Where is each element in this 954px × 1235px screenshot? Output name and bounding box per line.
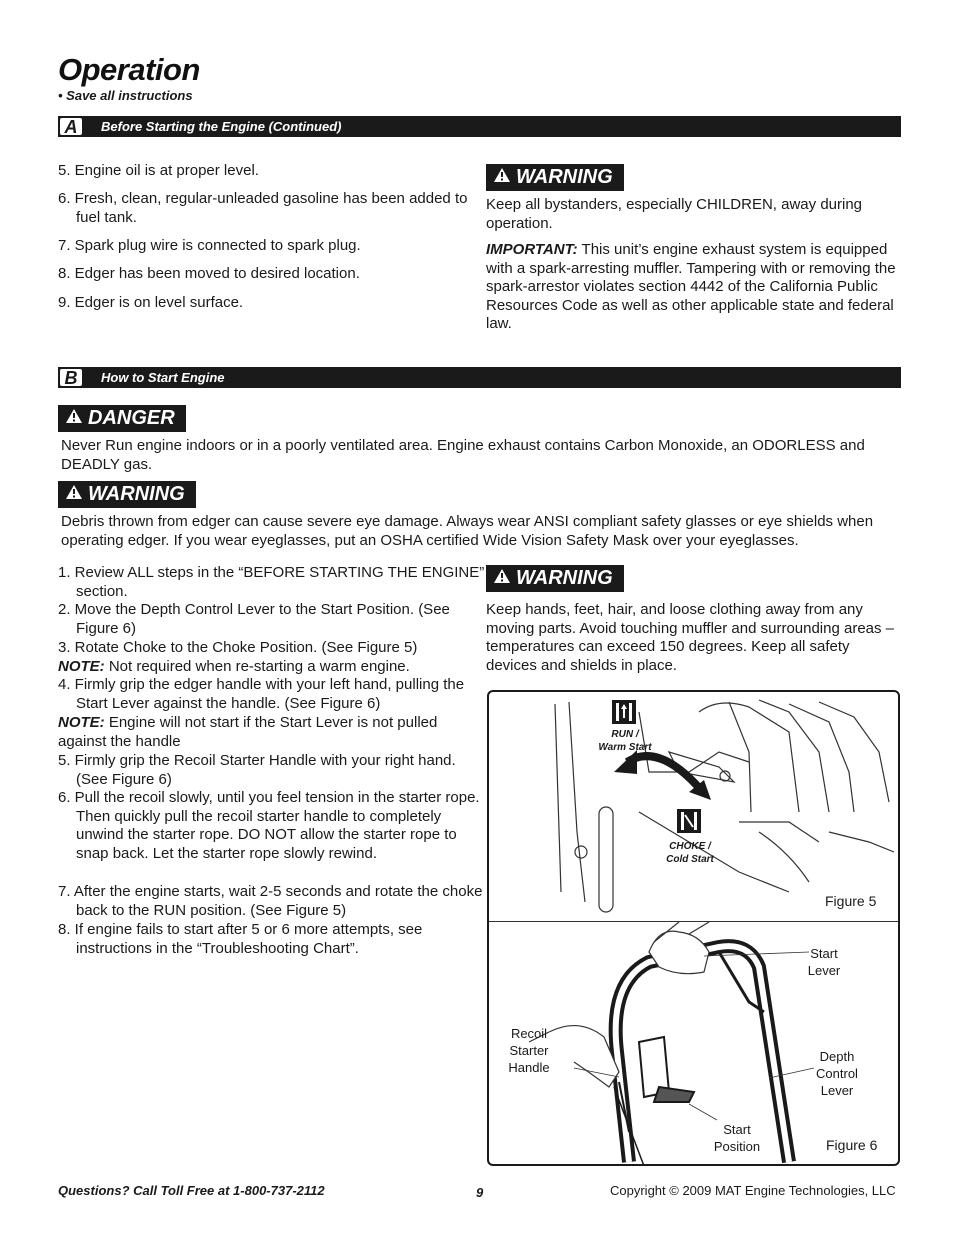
warning-text: Keep hands, feet, hair, and loose clothing away from any moving parts. Avoid touching muffler and surrounding areas – temperatures can exceed 150 degrees. Keep all safety devices and shields in place. — [486, 601, 895, 674]
section-a-label: Before Starting the Engine (Continued) — [101, 119, 342, 134]
note-text: Engine will not start if the Start Lever is not pulled against the handle — [58, 714, 438, 750]
footer-questions: Questions? Call Toll Free at 1-800-737-2112 — [58, 1183, 325, 1198]
rotation-arrow — [627, 756, 701, 790]
important-note — [486, 241, 898, 334]
figures-panel — [487, 690, 900, 1166]
warning-triangle-icon — [66, 480, 82, 507]
warning-badge — [58, 481, 196, 508]
figure-5-illustration — [489, 692, 898, 920]
start-position-callout — [707, 1121, 767, 1155]
recoil-starter-callout — [501, 1025, 557, 1076]
recoil-line1: Recoil — [510, 1026, 548, 1041]
section-a-header — [58, 116, 901, 137]
start-position-line2: Position — [713, 1139, 761, 1154]
list-item: 4. Firmly grip the edger handle with your left hand, pulling the Start Lever against the handle. (See Figure 6) — [58, 676, 465, 712]
danger-badge — [58, 405, 186, 432]
warning-triangle-icon — [494, 564, 510, 591]
list-item: 1. Review ALL steps in the “BEFORE STARTING THE ENGINE” section. — [58, 564, 485, 600]
list-item: 7. Spark plug wire is connected to spark plug. — [58, 237, 361, 254]
list-item: 8. If engine fails to start after 5 or 6 more attempts, see instructions in the “Troubleshooting Chart”. — [58, 921, 423, 957]
depth-line1: Depth — [819, 1049, 855, 1064]
start-lever-line2: Lever — [807, 963, 841, 978]
section-a-letter: A — [58, 116, 84, 137]
list-item: 8. Edger has been moved to desired location. — [58, 265, 360, 282]
list-item: 6. Fresh, clean, regular-unleaded gasoline has been added to fuel tank. — [58, 190, 468, 226]
choke-label — [659, 840, 721, 866]
important-label: IMPORTANT: — [486, 241, 578, 258]
page-subtitle: • Save all instructions — [58, 88, 193, 103]
warning-badge — [486, 565, 624, 592]
recoil-line2: Starter — [509, 1043, 549, 1058]
recoil-line3: Handle — [508, 1060, 550, 1075]
depth-line2: Control — [816, 1066, 858, 1081]
list-item: 6. Pull the recoil slowly, until you feel tension in the starter rope. Then quickly pull the recoil starter handle to completely unwind the starter rope. DO NOT allow the starter rope to snap back. Let the starter rope slowly rewind. — [58, 789, 480, 862]
danger-label: DANGER — [88, 407, 175, 429]
run-icon — [612, 700, 636, 724]
note-label: NOTE: — [58, 658, 105, 675]
note-label: NOTE: — [58, 714, 105, 731]
figure-5-label: Figure 5 — [825, 893, 877, 909]
list-item: 7. After the engine starts, wait 2-5 seconds and rotate the choke back to the RUN position. (See Figure 5) — [58, 883, 483, 919]
warning-text: Debris thrown from edger can cause severe eye damage. Always wear ANSI compliant safety glasses or eye shields when operating edger. If you wear eyeglasses, put an OSHA certified Wide Vision Safety Mask over your eyeglasses. — [61, 513, 874, 549]
section-b-label: How to Start Engine — [101, 370, 225, 385]
warning-triangle-icon — [66, 404, 82, 431]
page-number: 9 — [476, 1185, 484, 1200]
depth-control-callout — [807, 1048, 867, 1099]
warning-triangle-icon — [494, 163, 510, 190]
list-item: 5. Engine oil is at proper level. — [58, 162, 259, 179]
warning-label: WARNING — [88, 483, 185, 505]
section-b-header — [58, 367, 901, 388]
start-lever-line1: Start — [810, 946, 838, 961]
choke-icon — [677, 809, 701, 833]
danger-text: Never Run engine indoors or in a poorly ventilated area. Engine exhaust contains Carbon Monoxide, an ODORLESS and DEADLY gas. — [61, 437, 865, 473]
section-b-letter: B — [58, 367, 84, 388]
depth-line3: Lever — [820, 1083, 854, 1098]
note — [58, 714, 468, 751]
page-title: Operation — [58, 52, 200, 87]
list-item: 3. Rotate Choke to the Choke Position. (See Figure 5) — [58, 639, 418, 656]
run-label-line1: RUN / — [611, 729, 639, 740]
warning-label: WARNING — [516, 567, 613, 589]
footer-copyright: Copyright © 2009 MAT Engine Technologies, LLC — [610, 1183, 896, 1198]
note — [58, 658, 468, 677]
start-position-line1: Start — [723, 1122, 751, 1137]
figure-6-label: Figure 6 — [826, 1137, 878, 1153]
start-lever-callout — [799, 945, 849, 979]
list-item: 2. Move the Depth Control Lever to the Start Position. (See Figure 6) — [58, 601, 450, 637]
note-text: Not required when re-starting a warm engine. — [104, 658, 410, 675]
warning-text: Keep all bystanders, especially CHILDREN, away during operation. — [486, 196, 863, 232]
run-label — [595, 728, 655, 754]
run-label-line2: Warm Start — [598, 742, 652, 753]
choke-label-line2: Cold Start — [666, 854, 714, 865]
warning-badge — [486, 164, 624, 191]
list-item: 9. Edger is on level surface. — [58, 294, 244, 311]
choke-label-line1: CHOKE / — [669, 841, 711, 852]
important-text: This unit’s engine exhaust system is equipped with a spark-arresting muffler. Tampering with or removing the spark-arrestor violates section 4442 of the California Public Resources Code as well as other applicable state and federal law. — [486, 241, 896, 332]
list-item: 5. Firmly grip the Recoil Starter Handle with your right hand. (See Figure 6) — [58, 752, 456, 788]
warning-label: WARNING — [516, 166, 613, 188]
